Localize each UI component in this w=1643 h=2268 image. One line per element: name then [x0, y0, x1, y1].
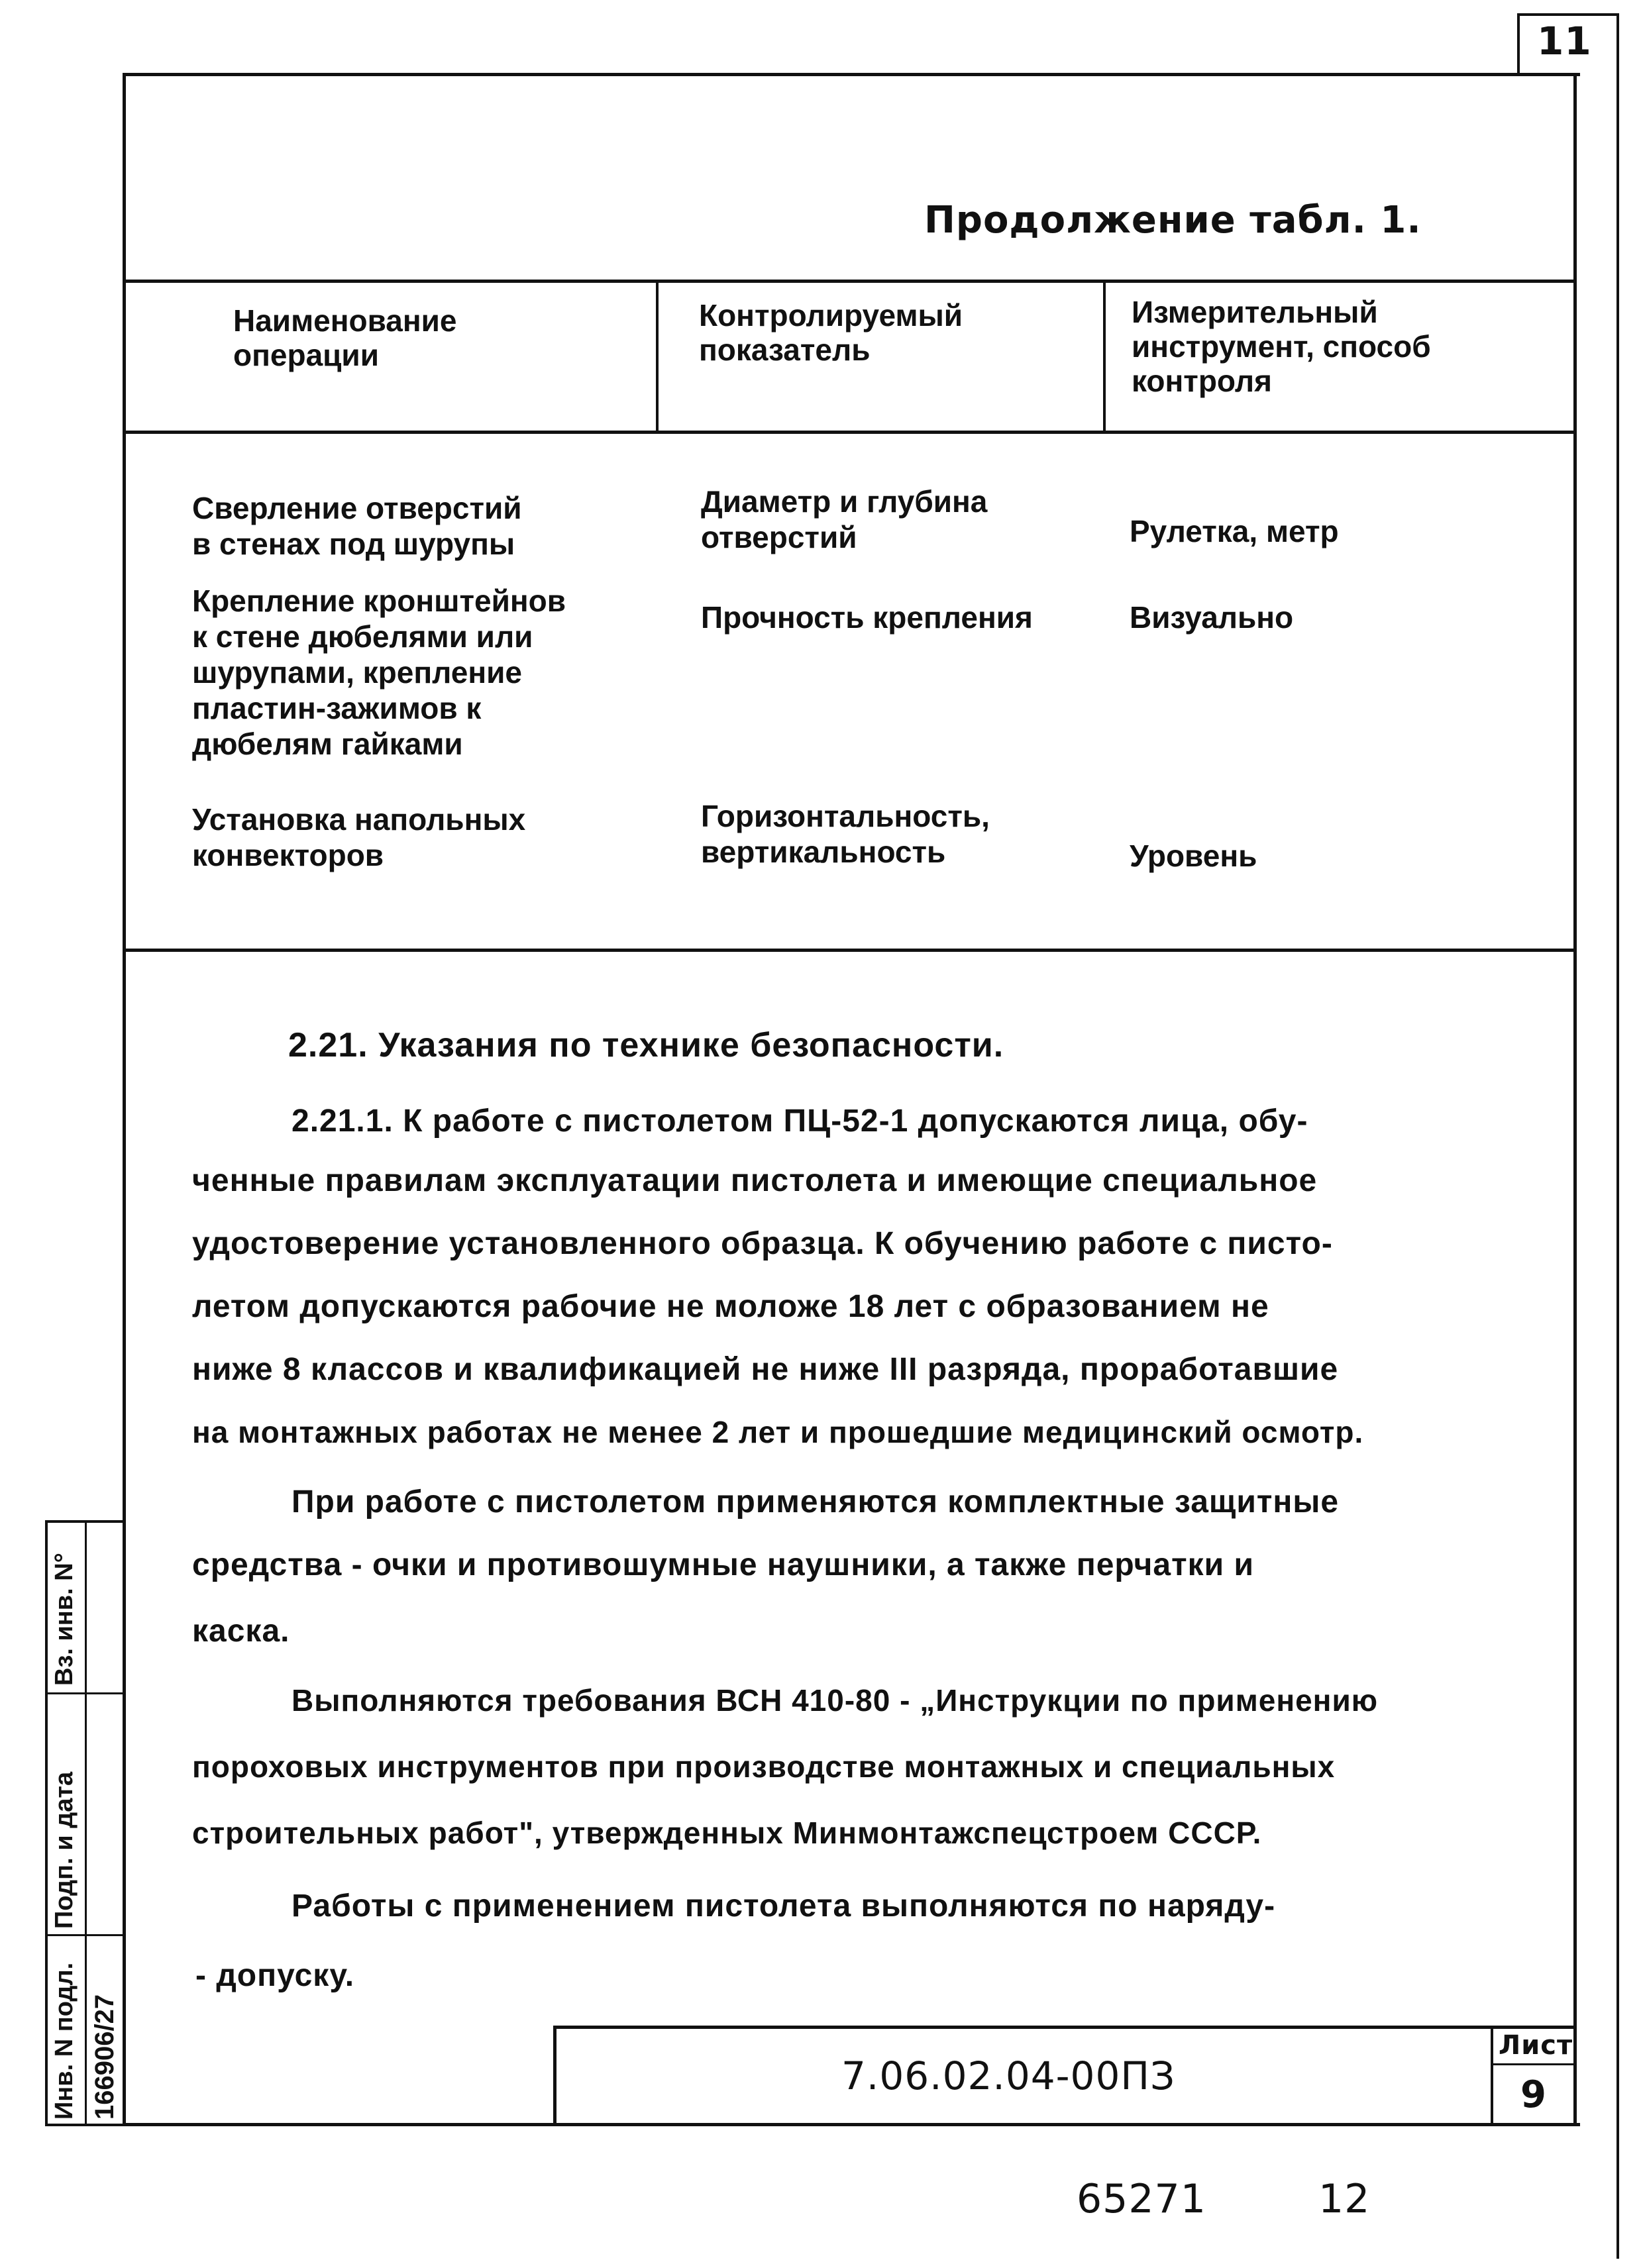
side-label-signature-date: Подп. и дата [50, 1771, 78, 1929]
corner-box-left [1517, 13, 1520, 76]
table-col-divider-1 [656, 280, 659, 432]
table-header-bottom-border [123, 431, 1577, 434]
table-bottom-border [123, 949, 1577, 952]
paragraph-line: пороховых инструментов при производстве монтажных и специальных [192, 1749, 1336, 1784]
title-block-left [553, 2026, 556, 2126]
side-label-replaced-inventory: Вз. инв. N° [50, 1553, 78, 1686]
table-row-1-operation: Сверление отверстий в стенах под шурупы [192, 491, 522, 561]
side-inventory-number: 166906/27 [90, 1994, 119, 2120]
sheet-number: 9 [1520, 2073, 1547, 2116]
title-block-top [553, 2026, 1577, 2029]
title-block-sheet-divider [1491, 2026, 1493, 2126]
paragraph-line: летом допускаются рабочие не моложе 18 лет с образованием не [192, 1289, 1269, 1324]
paragraph-line: 2.21.1. К работе с пистолетом ПЦ-52-1 допускаются лица, обу- [292, 1104, 1308, 1139]
footer-page-index: 12 [1318, 2176, 1371, 2222]
table-col-divider-2 [1103, 280, 1106, 432]
paragraph-line: каска. [192, 1614, 290, 1649]
paragraph-line: средства - очки и противошумные наушники, а также перчатки и [192, 1547, 1254, 1582]
corner-page-number: 11 [1537, 19, 1592, 64]
section-title: 2.21. Указания по технике безопасности. [288, 1026, 1004, 1064]
paragraph-line: Работы с применением пистолета выполняются по наряду- [292, 1888, 1276, 1924]
table-row-2-tool: Визуально [1130, 600, 1294, 635]
paragraph-line: Выполняются требования ВСН 410-80 - „Инструкции по применению [292, 1683, 1379, 1718]
paragraph-line: ниже 8 классов и квалификацией не ниже III разряда, проработавшие [192, 1352, 1339, 1387]
table-row-3-indicator: Горизонтальность, вертикальность [701, 799, 990, 869]
sheet-label: Лист [1499, 2030, 1573, 2061]
corner-box-top [1517, 13, 1616, 16]
table-row-3-operation: Установка напольных конвекторов [192, 802, 526, 872]
column-header-indicator: Контролируемый показатель [699, 298, 963, 367]
paragraph-line: - допуску. [195, 1958, 355, 1993]
side-label-inventory: Инв. N подл. [50, 1962, 78, 2120]
table-row-1-tool: Рулетка, метр [1130, 514, 1339, 548]
column-header-tool: Измерительный инструмент, способ контроля [1132, 295, 1431, 398]
table-top-border [123, 280, 1577, 283]
outer-right-edge [1616, 13, 1619, 2259]
paragraph-line: ченные правилам эксплуатации пистолета и имеющие специальное [192, 1163, 1318, 1198]
side-stamp-row-divider-1 [45, 1692, 125, 1694]
column-header-operation: Наименование операции [233, 303, 457, 372]
table-row-2-operation: Крепление кронштейнов к стене дюбелями или шурупами, крепление пластин-зажимов к дюбелям гайками [192, 584, 566, 761]
continuation-caption: Продолжение табл. 1. [924, 199, 1422, 242]
title-block-sheet-row [1491, 2063, 1577, 2065]
frame-right [1573, 73, 1577, 2126]
paragraph-line: При работе с пистолетом применяются комплектные защитные [292, 1484, 1340, 1520]
frame-left [123, 73, 126, 2126]
side-stamp-col-divider [85, 1520, 87, 2126]
table-row-3-tool: Уровень [1130, 839, 1257, 873]
frame-top [123, 73, 1580, 76]
paragraph-line: на монтажных работах не менее 2 лет и прошедшие медицинский осмотр. [192, 1415, 1364, 1449]
paragraph-line: удостоверение установленного образца. К обучению работе с писто- [192, 1226, 1333, 1261]
table-row-2-indicator: Прочность крепления [701, 600, 1033, 635]
side-stamp-left [45, 1520, 48, 2126]
archive-number: 65271 [1077, 2176, 1206, 2222]
side-stamp-row-divider-2 [45, 1934, 125, 1936]
table-row-1-indicator: Диаметр и глубина отверстий [701, 484, 988, 554]
frame-bottom [123, 2123, 1580, 2126]
document-code: 7.06.02.04-00ПЗ [841, 2053, 1176, 2098]
paragraph-line: строительных работ", утвержденных Минмонтажспецстроем СССР. [192, 1816, 1262, 1850]
